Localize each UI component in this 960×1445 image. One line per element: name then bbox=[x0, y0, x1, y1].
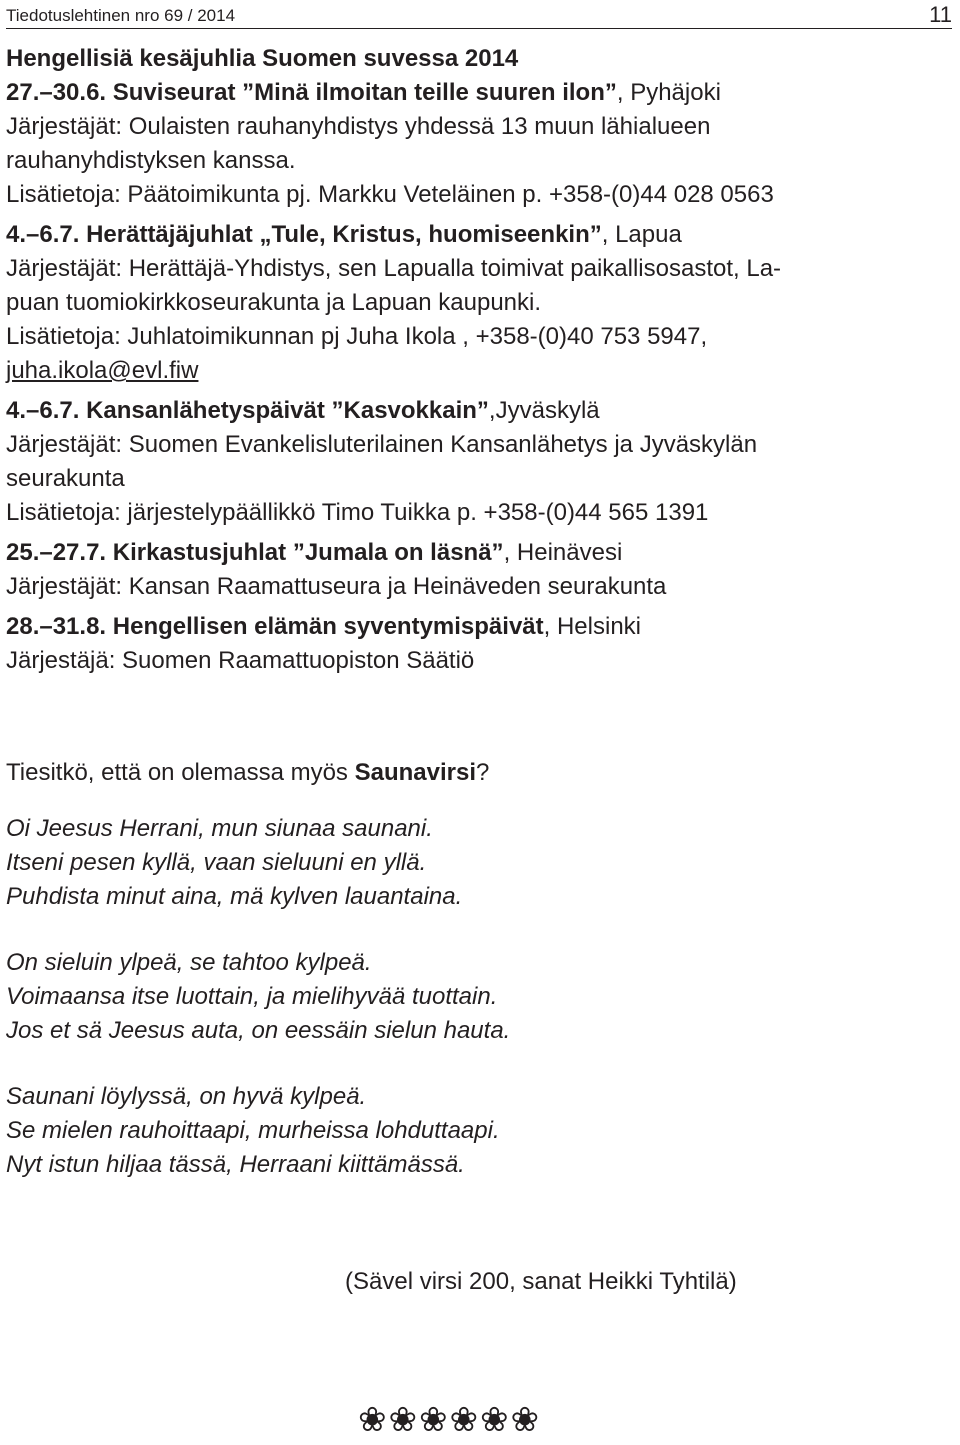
event-item bbox=[6, 394, 946, 530]
event-title: Kirkastusjuhlat ”Jumala on läsnä” bbox=[112, 539, 504, 566]
event-organizer: Järjestäjä: Suomen Raamattuopiston Säätiö bbox=[6, 647, 475, 674]
question-prefix: Tiesitkö, että on olemassa myös bbox=[6, 759, 355, 786]
poem-line: Jos et sä Jeesus auta, on eessäin sielun hauta. bbox=[6, 1017, 511, 1044]
event-title: Herättäjäjuhlat „Tule, Kristus, huomiseenkin” bbox=[86, 221, 602, 248]
event-heading bbox=[6, 76, 946, 110]
poem-credit: (Sävel virsi 200, sanat Heikki Tyhtilä) bbox=[345, 1268, 737, 1295]
event-organizer: Järjestäjät: Oulaisten rauhanyhdistys yhdessä 13 muun lähialueen bbox=[6, 113, 711, 140]
event-heading bbox=[6, 610, 946, 644]
event-item bbox=[6, 218, 946, 388]
page-number: 11 bbox=[929, 2, 952, 27]
event-email-link[interactable]: juha.ikola@evl.fiw bbox=[6, 357, 199, 384]
poem bbox=[6, 812, 946, 1182]
event-heading bbox=[6, 394, 946, 428]
event-place: , Helsinki bbox=[543, 613, 641, 640]
event-email-line bbox=[6, 354, 946, 388]
article bbox=[6, 42, 946, 1214]
poem-line: Se mielen rauhoittaapi, murheissa lohduttaapi. bbox=[6, 1117, 500, 1144]
event-place: , Heinävesi bbox=[503, 539, 623, 566]
poem-line: On sieluin ylpeä, se tahtoo kylpeä. bbox=[6, 949, 372, 976]
saunavirsi-question bbox=[6, 756, 946, 790]
event-organizer-cont: seurakunta bbox=[6, 465, 125, 492]
poem-stanza bbox=[6, 946, 946, 1048]
poem-stanza bbox=[6, 1080, 946, 1182]
page-header bbox=[6, 2, 952, 29]
event-organizer: Järjestäjät: Herättäjä-Yhdistys, sen Lapualla toimivat paikallisosastot, La- bbox=[6, 255, 782, 282]
poem-stanza bbox=[6, 812, 946, 914]
poem-line: Puhdista minut aina, mä kylven lauantaina. bbox=[6, 883, 463, 910]
event-item bbox=[6, 76, 946, 212]
event-title: Kansanlähetyspäivät ”Kasvokkain” bbox=[86, 397, 489, 424]
question-highlight: Saunavirsi bbox=[354, 759, 476, 786]
poem-line: Voimaansa itse luottain, ja mielihyvää tuottain. bbox=[6, 983, 498, 1010]
poem-line: Oi Jeesus Herrani, mun siunaa saunani. bbox=[6, 815, 433, 842]
section-title: Hengellisiä kesäjuhlia Suomen suvessa 2014 bbox=[6, 45, 519, 72]
event-heading bbox=[6, 536, 946, 570]
question-suffix: ? bbox=[476, 759, 490, 786]
event-title: Hengellisen elämän syventymispäivät bbox=[112, 613, 544, 640]
spacer bbox=[6, 684, 946, 756]
event-item bbox=[6, 610, 946, 678]
event-heading bbox=[6, 218, 946, 252]
event-date: 4.–6.7. bbox=[6, 221, 80, 248]
event-organizer: Järjestäjät: Suomen Evankelisluterilainen Kansanlähetys ja Jyväskylän bbox=[6, 431, 758, 458]
flower-ornament-icon: ❀❀❀❀❀❀ bbox=[358, 1401, 541, 1439]
event-place: , Pyhäjoki bbox=[616, 79, 721, 106]
event-organizer: Järjestäjät: Kansan Raamattuseura ja Heinäveden seurakunta bbox=[6, 573, 667, 600]
event-organizer-cont: puan tuomiokirkkoseurakunta ja Lapuan kaupunki. bbox=[6, 289, 542, 316]
event-info: Lisätietoja: Päätoimikunta pj. Markku Veteläinen p. +358-(0)44 028 0563 bbox=[6, 181, 774, 208]
event-date: 27.–30.6. bbox=[6, 79, 107, 106]
poem-line: Itseni pesen kyllä, vaan sieluuni en yllä. bbox=[6, 849, 427, 876]
event-place: ,Jyväskylä bbox=[488, 397, 600, 424]
event-date: 25.–27.7. bbox=[6, 539, 107, 566]
event-item bbox=[6, 536, 946, 604]
event-date: 4.–6.7. bbox=[6, 397, 80, 424]
event-organizer-cont: rauhanyhdistyksen kanssa. bbox=[6, 147, 296, 174]
event-title: Suviseurat ”Minä ilmoitan teille suuren ilon” bbox=[112, 79, 617, 106]
publication-title: Tiedotuslehtinen nro 69 / 2014 bbox=[6, 6, 236, 25]
event-info: Lisätietoja: järjestelypäällikkö Timo Tuikka p. +358-(0)44 565 1391 bbox=[6, 499, 709, 526]
poem-line: Nyt istun hiljaa tässä, Herraani kiittämässä. bbox=[6, 1151, 465, 1178]
event-info: Lisätietoja: Juhlatoimikunnan pj Juha Ikola , +358-(0)40 753 5947, bbox=[6, 323, 708, 350]
event-date: 28.–31.8. bbox=[6, 613, 107, 640]
poem-line: Saunani löylyssä, on hyvä kylpeä. bbox=[6, 1083, 367, 1110]
event-place: , Lapua bbox=[601, 221, 682, 248]
